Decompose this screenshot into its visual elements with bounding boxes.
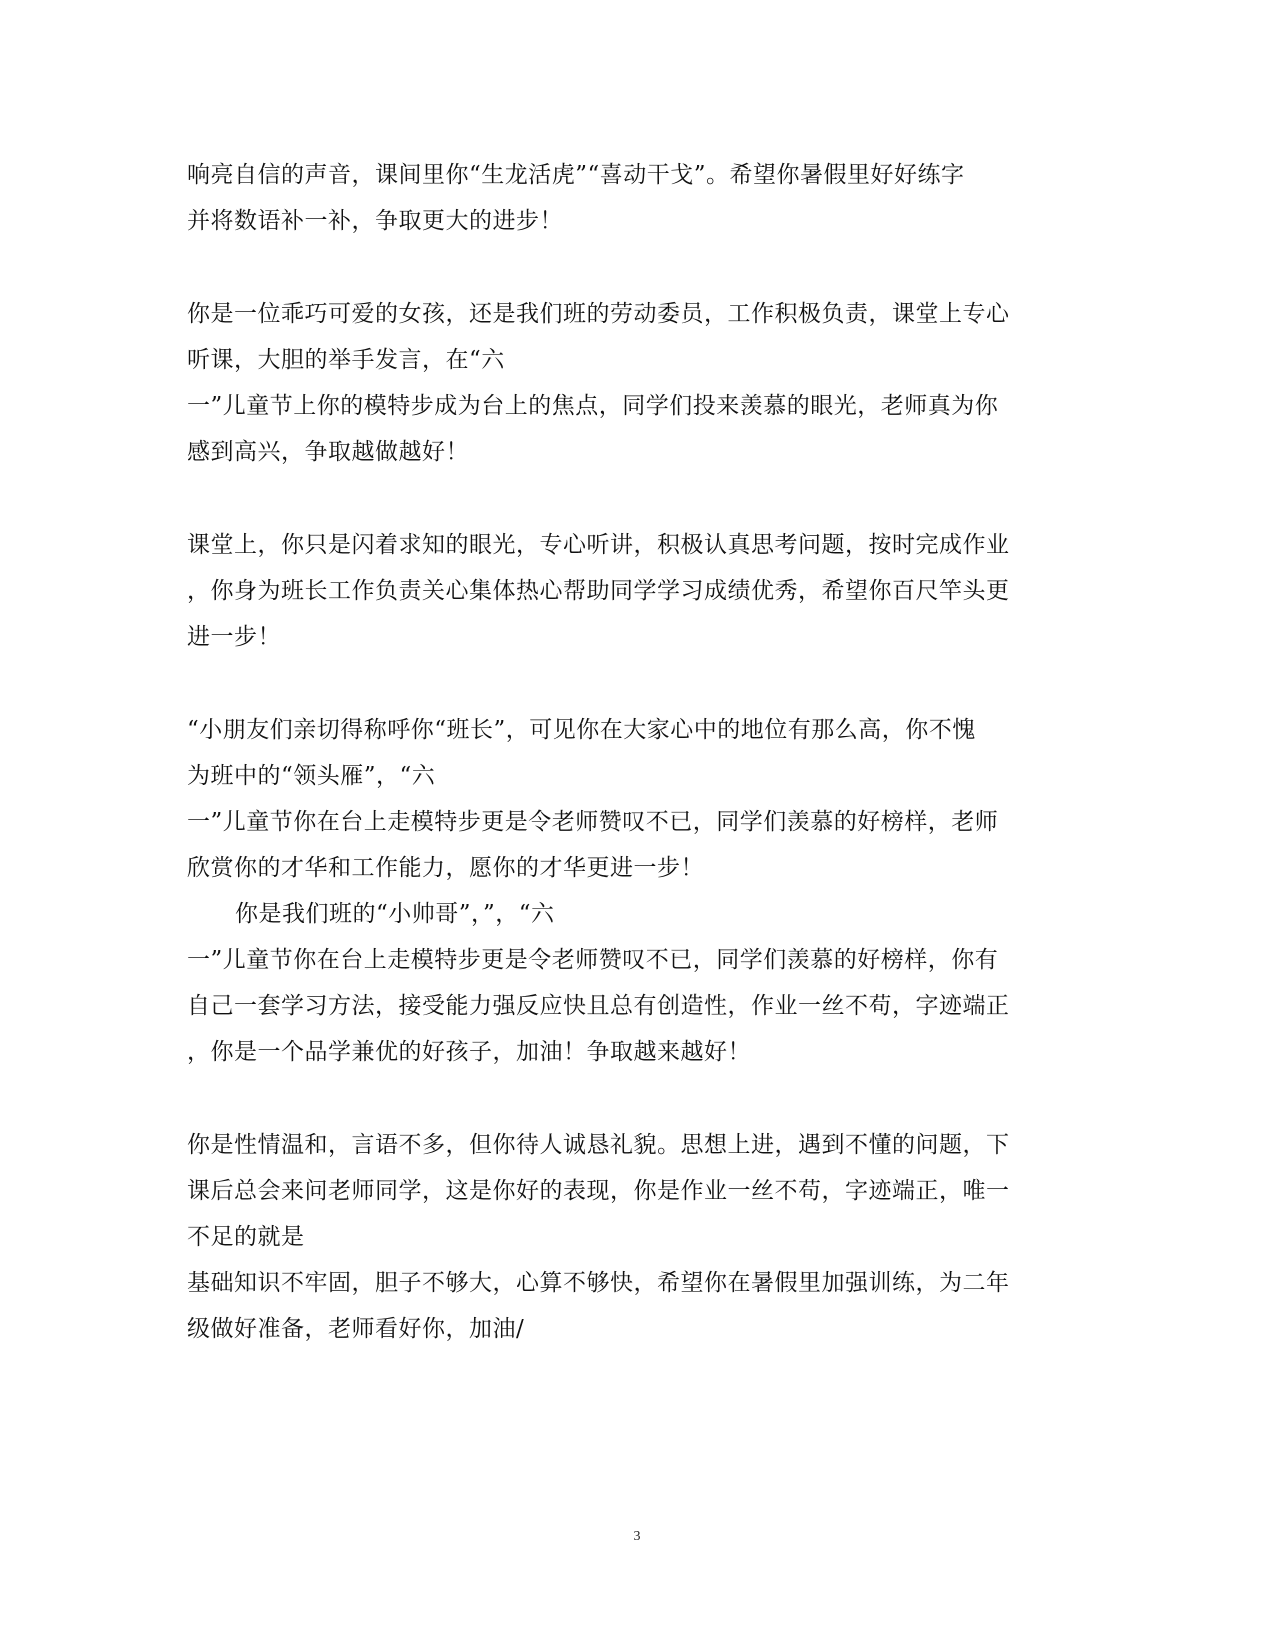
paragraph-3-line-1: 课堂上，你只是闪着求知的眼光，专心听讲，积极认真思考问题，按时完成作业 — [187, 532, 1010, 558]
page-number: 3 — [633, 1529, 641, 1544]
paragraph-5-line-2: 课后总会来问老师同学，这是你好的表现，你是作业一丝不苟，字迹端正，唯一 — [187, 1178, 1010, 1204]
paragraph-2-line-4: 感到高兴，争取越做越好！ — [187, 439, 469, 465]
paragraph-3-line-3: 进一步！ — [187, 624, 281, 650]
paragraph-5-line-3: 不足的就是 — [187, 1224, 305, 1250]
paragraph-1-line-2: 并将数语补一补，争取更大的进步！ — [187, 208, 563, 234]
paragraph-4-line-4: 欣赏你的才华和工作能力，愿你的才华更进一步！ — [187, 855, 704, 881]
paragraph-4-line-8: ，你是一个品学兼优的好孩子，加油！争取越来越好！ — [187, 1039, 751, 1065]
paragraph-2-line-3: 一”儿童节上你的模特步成为台上的焦点，同学们投来羡慕的眼光，老师真为你 — [187, 393, 999, 419]
paragraph-4-line-3: 一”儿童节你在台上走模特步更是令老师赞叹不已，同学们羡慕的好榜样，老师 — [187, 809, 999, 835]
paragraph-5-line-4: 基础知识不牢固，胆子不够大，心算不够快，希望你在暑假里加强训练，为二年 — [187, 1270, 1010, 1296]
paragraph-5-line-1: 你是性情温和，言语不多，但你待人诚恳礼貌。思想上进，遇到不懂的问题，下 — [187, 1132, 1010, 1158]
paragraph-2-line-2: 听课，大胆的举手发言，在“六 — [187, 347, 505, 373]
paragraph-4-line-6: 一”儿童节你在台上走模特步更是令老师赞叹不已，同学们羡慕的好榜样，你有 — [187, 947, 999, 973]
paragraph-4-line-7: 自己一套学习方法，接受能力强反应快且总有创造性，作业一丝不苟，字迹端正 — [187, 993, 1010, 1019]
paragraph-1-line-1: 响亮自信的声音，课间里你“生龙活虎”“喜动干戈”。希望你暑假里好好练字 — [187, 162, 965, 188]
paragraph-2-line-1: 你是一位乖巧可爱的女孩，还是我们班的劳动委员，工作积极负责，课堂上专心 — [187, 301, 1010, 327]
paragraph-4-line-5: 你是我们班的“小帅哥”，”，“六 — [235, 901, 555, 927]
paragraph-4-line-2: 为班中的“领头雁”，“六 — [187, 763, 436, 789]
paragraph-3-line-2: ，你身为班长工作负责关心集体热心帮助同学学习成绩优秀，希望你百尺竿头更 — [187, 578, 1010, 604]
paragraph-5-line-5: 级做好准备，老师看好你，加油/ — [187, 1316, 525, 1342]
paragraph-4-line-1: “小朋友们亲切得称呼你“班长”，可见你在大家心中的地位有那么高，你不愧 — [187, 717, 976, 743]
